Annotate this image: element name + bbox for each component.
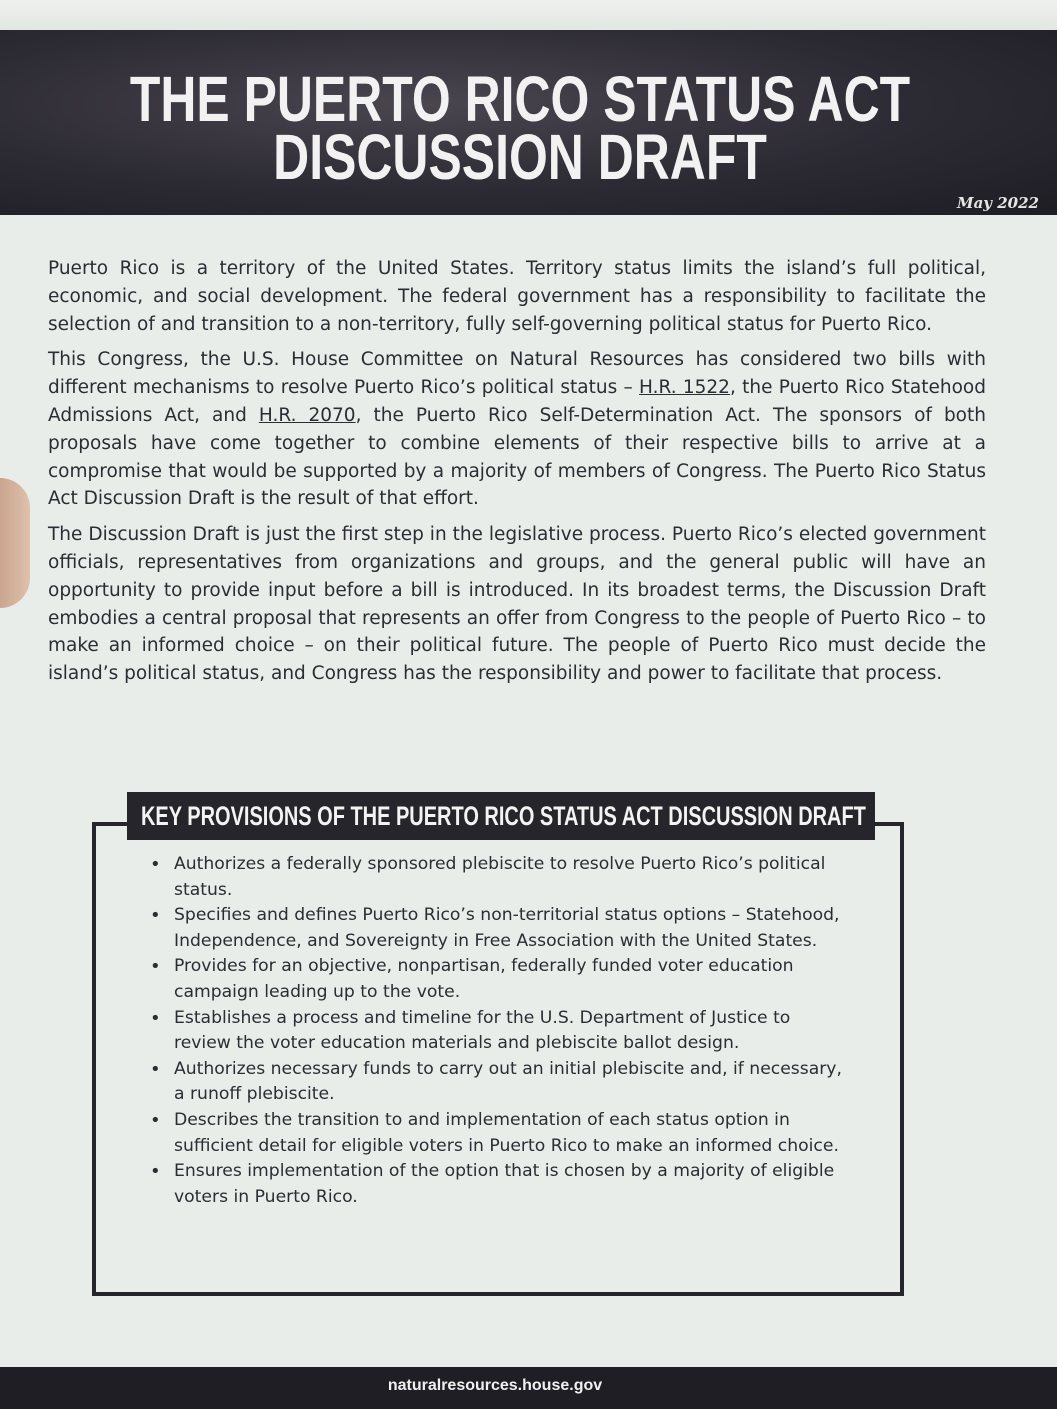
bullet-icon: • [150,1109,161,1131]
key-provisions-heading-text: KEY PROVISIONS OF THE PUERTO RICO STATUS ACT DISCUSSION DRAFT [141,801,866,831]
intro-paragraph-1: Puerto Rico is a territory of the United States. Territory status limits the island’s full political, economic, and social development. The federal government has a responsibility to facilitate the selection of and transition to a non-territory, fully self-governing political status for Puerto Rico. [48,258,986,335]
bullet-icon: • [150,1007,161,1029]
list-item [148,1057,848,1108]
hr-2070-link[interactable]: H.R. 2070 [258,404,356,426]
footer-bar [0,1367,1057,1409]
paragraph-text: , the Puerto Rico Self-Determination Act. The sponsors of both proposals have come together to combine elements of their respective bills to arrive at a compromise that would be supported by a majority of members of Congress. The Puerto Rico Status Act Discussion Draft is the result of that effort. [48,404,986,510]
title-line-2: DISCUSSION DRAFT [273,121,767,193]
bullet-icon: • [150,854,161,875]
footer-website-link[interactable]: naturalresources.house.gov [387,1377,603,1394]
bullet-icon: • [150,1058,161,1080]
list-item [148,1159,848,1210]
key-provisions-heading [127,792,875,840]
header-banner [0,30,1057,215]
list-item [148,1108,848,1159]
intro-paragraph-3: The Discussion Draft is just the first step in the legislative process. Puerto Rico’s elected government officials, representatives from organizations and groups, and the general public will have an opportunity to provide input before a bill is introduced. In its broadest terms, the Discussion Draft embodies a central proposal that represents an offer from Congress to the people of Puerto Rico – to make an informed choice – on their political future. The people of Puerto Rico must decide the island’s political status, and Congress has the responsibility and power to facilitate that process. [48,524,986,685]
list-item [148,1006,848,1057]
hr-1522-link[interactable]: H.R. 1522 [639,377,730,399]
finger-holding-page [0,478,30,608]
list-item [148,903,848,954]
list-item-text: Establishes a process and timeline for the U.S. Department of Justice to review the voter education materials and plebiscite ballot design. [174,1007,791,1054]
intro-paragraph-2 [48,346,986,513]
list-item-text: Authorizes a federally sponsored plebiscite to resolve Puerto Rico’s political status. [174,854,826,900]
bullet-icon: • [150,956,161,978]
intro-section [48,255,986,696]
list-item [148,954,848,1005]
bullet-icon: • [150,905,161,927]
title-line-1: THE PUERTO RICO STATUS ACT [129,63,911,135]
paragraph-text: , the Puerto Rico Statehood Admissions Act, and [48,377,986,426]
paragraph-text: This Congress, the U.S. House Committee on Natural Resources has considered two bills with different mechanisms to resolve Puerto Rico’s political status – [48,349,986,399]
document-title [114,63,925,193]
list-item [148,852,848,903]
list-item-text: Specifies and defines Puerto Rico’s non-territorial status options – Statehood, Independence, and Sovereignty in Free Association with the United States. [174,905,840,951]
page-top-margin [0,0,1057,30]
bullet-icon: • [150,1161,161,1183]
list-item-text: Describes the transition to and implementation of each status option in sufficient detail for eligible voters in Puerto Rico to make an informed choice. [174,1109,839,1156]
list-item-text: Ensures implementation of the option that is chosen by a majority of eligible voters in Puerto Rico. [174,1161,835,1207]
publication-date: May 2022 [956,194,1039,212]
list-item-text: Authorizes necessary funds to carry out an initial plebiscite and, if necessary, a runoff plebiscite. [174,1058,842,1105]
key-provisions-list [148,852,848,1210]
list-item-text: Provides for an objective, nonpartisan, federally funded voter education campaign leading up to the vote. [174,956,794,1002]
